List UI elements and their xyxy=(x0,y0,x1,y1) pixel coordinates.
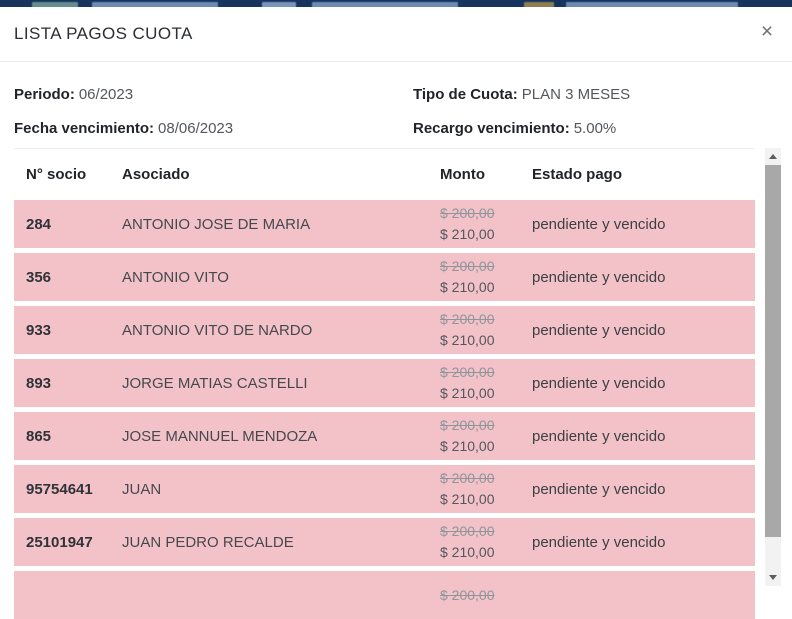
header-asociado: Asociado xyxy=(122,166,190,183)
tipo-cuota-label: Tipo de Cuota: xyxy=(413,86,518,103)
monto-actual: $ 210,00 xyxy=(440,438,495,454)
cell-socio: 865 xyxy=(26,427,52,445)
cell-monto xyxy=(428,585,520,606)
modal-header xyxy=(0,7,792,62)
periodo-value: 06/2023 xyxy=(78,86,134,103)
tipo-cuota-field xyxy=(413,86,630,103)
table-body xyxy=(14,200,755,619)
table-row xyxy=(14,412,755,460)
monto-original: $ 200,00 xyxy=(440,523,495,539)
table-row xyxy=(14,359,755,407)
cell-asociado: ANTONIO JOSE DE MARIA xyxy=(122,215,311,233)
recargo-vencimiento-field xyxy=(413,120,616,137)
fecha-vencimiento-field xyxy=(14,120,233,137)
cell-estado-pago: pendiente y vencido xyxy=(532,427,666,445)
cell-socio: 356 xyxy=(26,268,52,286)
monto-original: $ 200,00 xyxy=(440,258,495,274)
periodo-label: Periodo: xyxy=(14,86,75,103)
table-row xyxy=(14,306,755,354)
cell-estado-pago: pendiente y vencido xyxy=(532,268,666,286)
monto-actual: $ 210,00 xyxy=(440,279,495,295)
scroll-down-icon[interactable] xyxy=(765,569,781,586)
cell-asociado: JOSE MANNUEL MENDOZA xyxy=(122,427,318,445)
cell-socio: 933 xyxy=(26,321,52,339)
tipo-cuota-value: PLAN 3 MESES xyxy=(521,86,631,103)
monto-original: $ 200,00 xyxy=(440,364,495,380)
table-header-row xyxy=(14,149,755,200)
monto-actual: $ 210,00 xyxy=(440,491,495,507)
table-scrollbar[interactable] xyxy=(765,148,781,586)
cell-socio: 25101947 xyxy=(26,533,93,551)
table-row xyxy=(14,571,755,619)
monto-original: $ 200,00 xyxy=(440,417,495,433)
cell-monto xyxy=(428,521,520,563)
cell-asociado: JUAN xyxy=(122,480,162,498)
monto-actual: $ 210,00 xyxy=(440,544,495,560)
cell-monto xyxy=(428,256,520,298)
cell-estado-pago: pendiente y vencido xyxy=(532,321,666,339)
monto-original: $ 200,00 xyxy=(440,586,495,603)
table-row xyxy=(14,200,755,248)
monto-original: $ 200,00 xyxy=(440,205,495,221)
recargo-vencimiento-value: 5.00% xyxy=(573,120,617,137)
pagos-table xyxy=(14,148,755,603)
cuota-info-section xyxy=(0,63,792,148)
top-navbar xyxy=(0,0,792,7)
header-estado: Estado pago xyxy=(532,166,623,183)
cell-estado-pago: pendiente y vencido xyxy=(532,480,666,498)
monto-original: $ 200,00 xyxy=(440,470,495,486)
scroll-up-icon[interactable] xyxy=(765,148,781,165)
monto-original: $ 200,00 xyxy=(440,311,495,327)
cell-asociado: JORGE MATIAS CASTELLI xyxy=(122,374,308,392)
cell-asociado: JUAN PEDRO RECALDE xyxy=(122,533,294,551)
cell-socio: 95754641 xyxy=(26,480,93,498)
periodo-field xyxy=(14,86,133,103)
monto-actual: $ 210,00 xyxy=(440,226,495,242)
monto-actual: $ 210,00 xyxy=(440,332,495,348)
modal-title: LISTA PAGOS CUOTA xyxy=(14,24,193,43)
header-monto: Monto xyxy=(440,166,485,183)
monto-actual: $ 210,00 xyxy=(440,385,495,401)
close-icon[interactable]: × xyxy=(754,19,780,45)
cell-monto xyxy=(428,203,520,245)
cell-monto xyxy=(428,309,520,351)
cell-socio: 284 xyxy=(26,215,52,233)
table-row xyxy=(14,465,755,513)
header-socio: N° socio xyxy=(26,166,87,183)
fecha-vencimiento-label: Fecha vencimiento: xyxy=(14,120,155,137)
table-row xyxy=(14,253,755,301)
cell-asociado: ANTONIO VITO xyxy=(122,268,229,286)
cell-estado-pago: pendiente y vencido xyxy=(532,374,666,392)
cell-asociado: ANTONIO VITO DE NARDO xyxy=(122,321,313,339)
cell-monto xyxy=(428,468,520,510)
cell-monto xyxy=(428,362,520,404)
cell-estado-pago: pendiente y vencido xyxy=(532,215,666,233)
fecha-vencimiento-value: 08/06/2023 xyxy=(158,120,234,137)
cell-socio: 893 xyxy=(26,374,52,392)
recargo-vencimiento-label: Recargo vencimiento: xyxy=(413,120,570,137)
scrollbar-thumb[interactable] xyxy=(765,165,781,537)
table-row xyxy=(14,518,755,566)
cell-estado-pago: pendiente y vencido xyxy=(532,533,666,551)
cell-monto xyxy=(428,415,520,457)
